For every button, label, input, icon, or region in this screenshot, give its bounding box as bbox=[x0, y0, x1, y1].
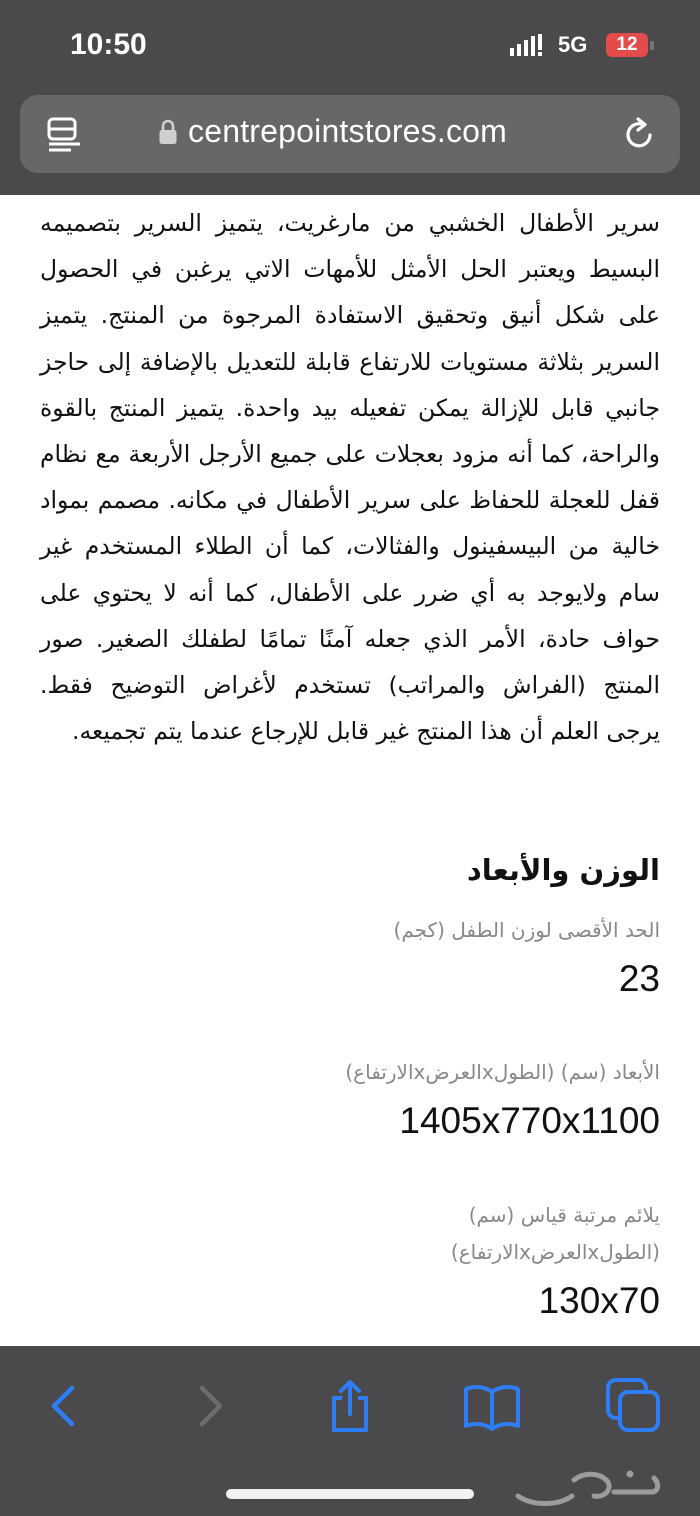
product-description-section bbox=[40, 200, 660, 754]
forward-icon[interactable] bbox=[180, 1376, 240, 1436]
reload-icon[interactable] bbox=[620, 115, 658, 153]
browser-bottom-toolbar bbox=[0, 1346, 700, 1516]
back-icon[interactable] bbox=[34, 1376, 94, 1436]
dimensions-label: الأبعاد (سم) (الطولxالعرضxالارتفاع) bbox=[345, 1060, 660, 1084]
status-time: 10:50 bbox=[70, 28, 147, 61]
url-text[interactable]: centrepointstores.com bbox=[188, 113, 508, 149]
bookmarks-icon[interactable] bbox=[462, 1376, 522, 1436]
mattress-label-line1: يلائم مرتبة قياس (سم) bbox=[468, 1203, 660, 1227]
network-type: 5G bbox=[558, 32, 588, 57]
max-weight-value: 23 bbox=[618, 958, 660, 999]
signal-icon bbox=[510, 34, 548, 56]
share-icon[interactable] bbox=[320, 1376, 380, 1436]
battery-tip bbox=[650, 41, 654, 50]
address-bar[interactable] bbox=[20, 95, 680, 173]
home-indicator[interactable] bbox=[226, 1489, 474, 1499]
watermark-logo bbox=[512, 1462, 662, 1510]
battery-level: 12 bbox=[606, 33, 648, 57]
browser-top-chrome bbox=[0, 0, 700, 195]
dimensions-value: 1405x770x1100 bbox=[399, 1100, 660, 1141]
lock-icon bbox=[158, 118, 178, 146]
mattress-value: 130x70 bbox=[538, 1280, 660, 1321]
section-title: الوزن والأبعاد bbox=[466, 853, 660, 887]
mattress-label-line2: (الطولxالعرضxالارتفاع) bbox=[450, 1240, 660, 1264]
max-weight-label: الحد الأقصى لوزن الطفل (كجم) bbox=[393, 918, 660, 942]
product-description: سرير الأطفال الخشبي من مارغريت، يتميز السرير بتصميمه البسيط ويعتبر الحل الأمثل للأمهات الاتي يرغبن في الحصول على شكل أنيق وتحقيق الاستفادة المرجوة من المنتج. يتميز السرير بثلاثة مستويات للارتفاع قابلة للتعديل بالإضافة إلى حاجز جانبي قابل للإزالة يمكن تفعيله بيد واحدة. يتميز المنتج بالقوة والراحة، كما أنه مزود بعجلات على جميع الأرجل الأربعة مع نظام قفل للعجلة للحفاظ على سرير الأطفال في مكانه. مصمم بمواد خالية من البيسفينول والفثالات، كما أن الطلاء المستخدم غير سام ولايوجد به أي ضرر على الأطفال، كما أنه لا يحتوي على حواف حادة، الأمر الذي جعله آمنًا تمامًا لطفلك الصغير. صور المنتج (الفراش والمراتب) تستخدم لأغراض التوضيح فقط. يرجى العلم أن هذا المنتج غير قابل للإرجاع عندما يتم تجميعه. bbox=[40, 209, 660, 746]
tabs-icon[interactable] bbox=[604, 1376, 664, 1436]
reader-mode-icon[interactable] bbox=[46, 115, 84, 153]
